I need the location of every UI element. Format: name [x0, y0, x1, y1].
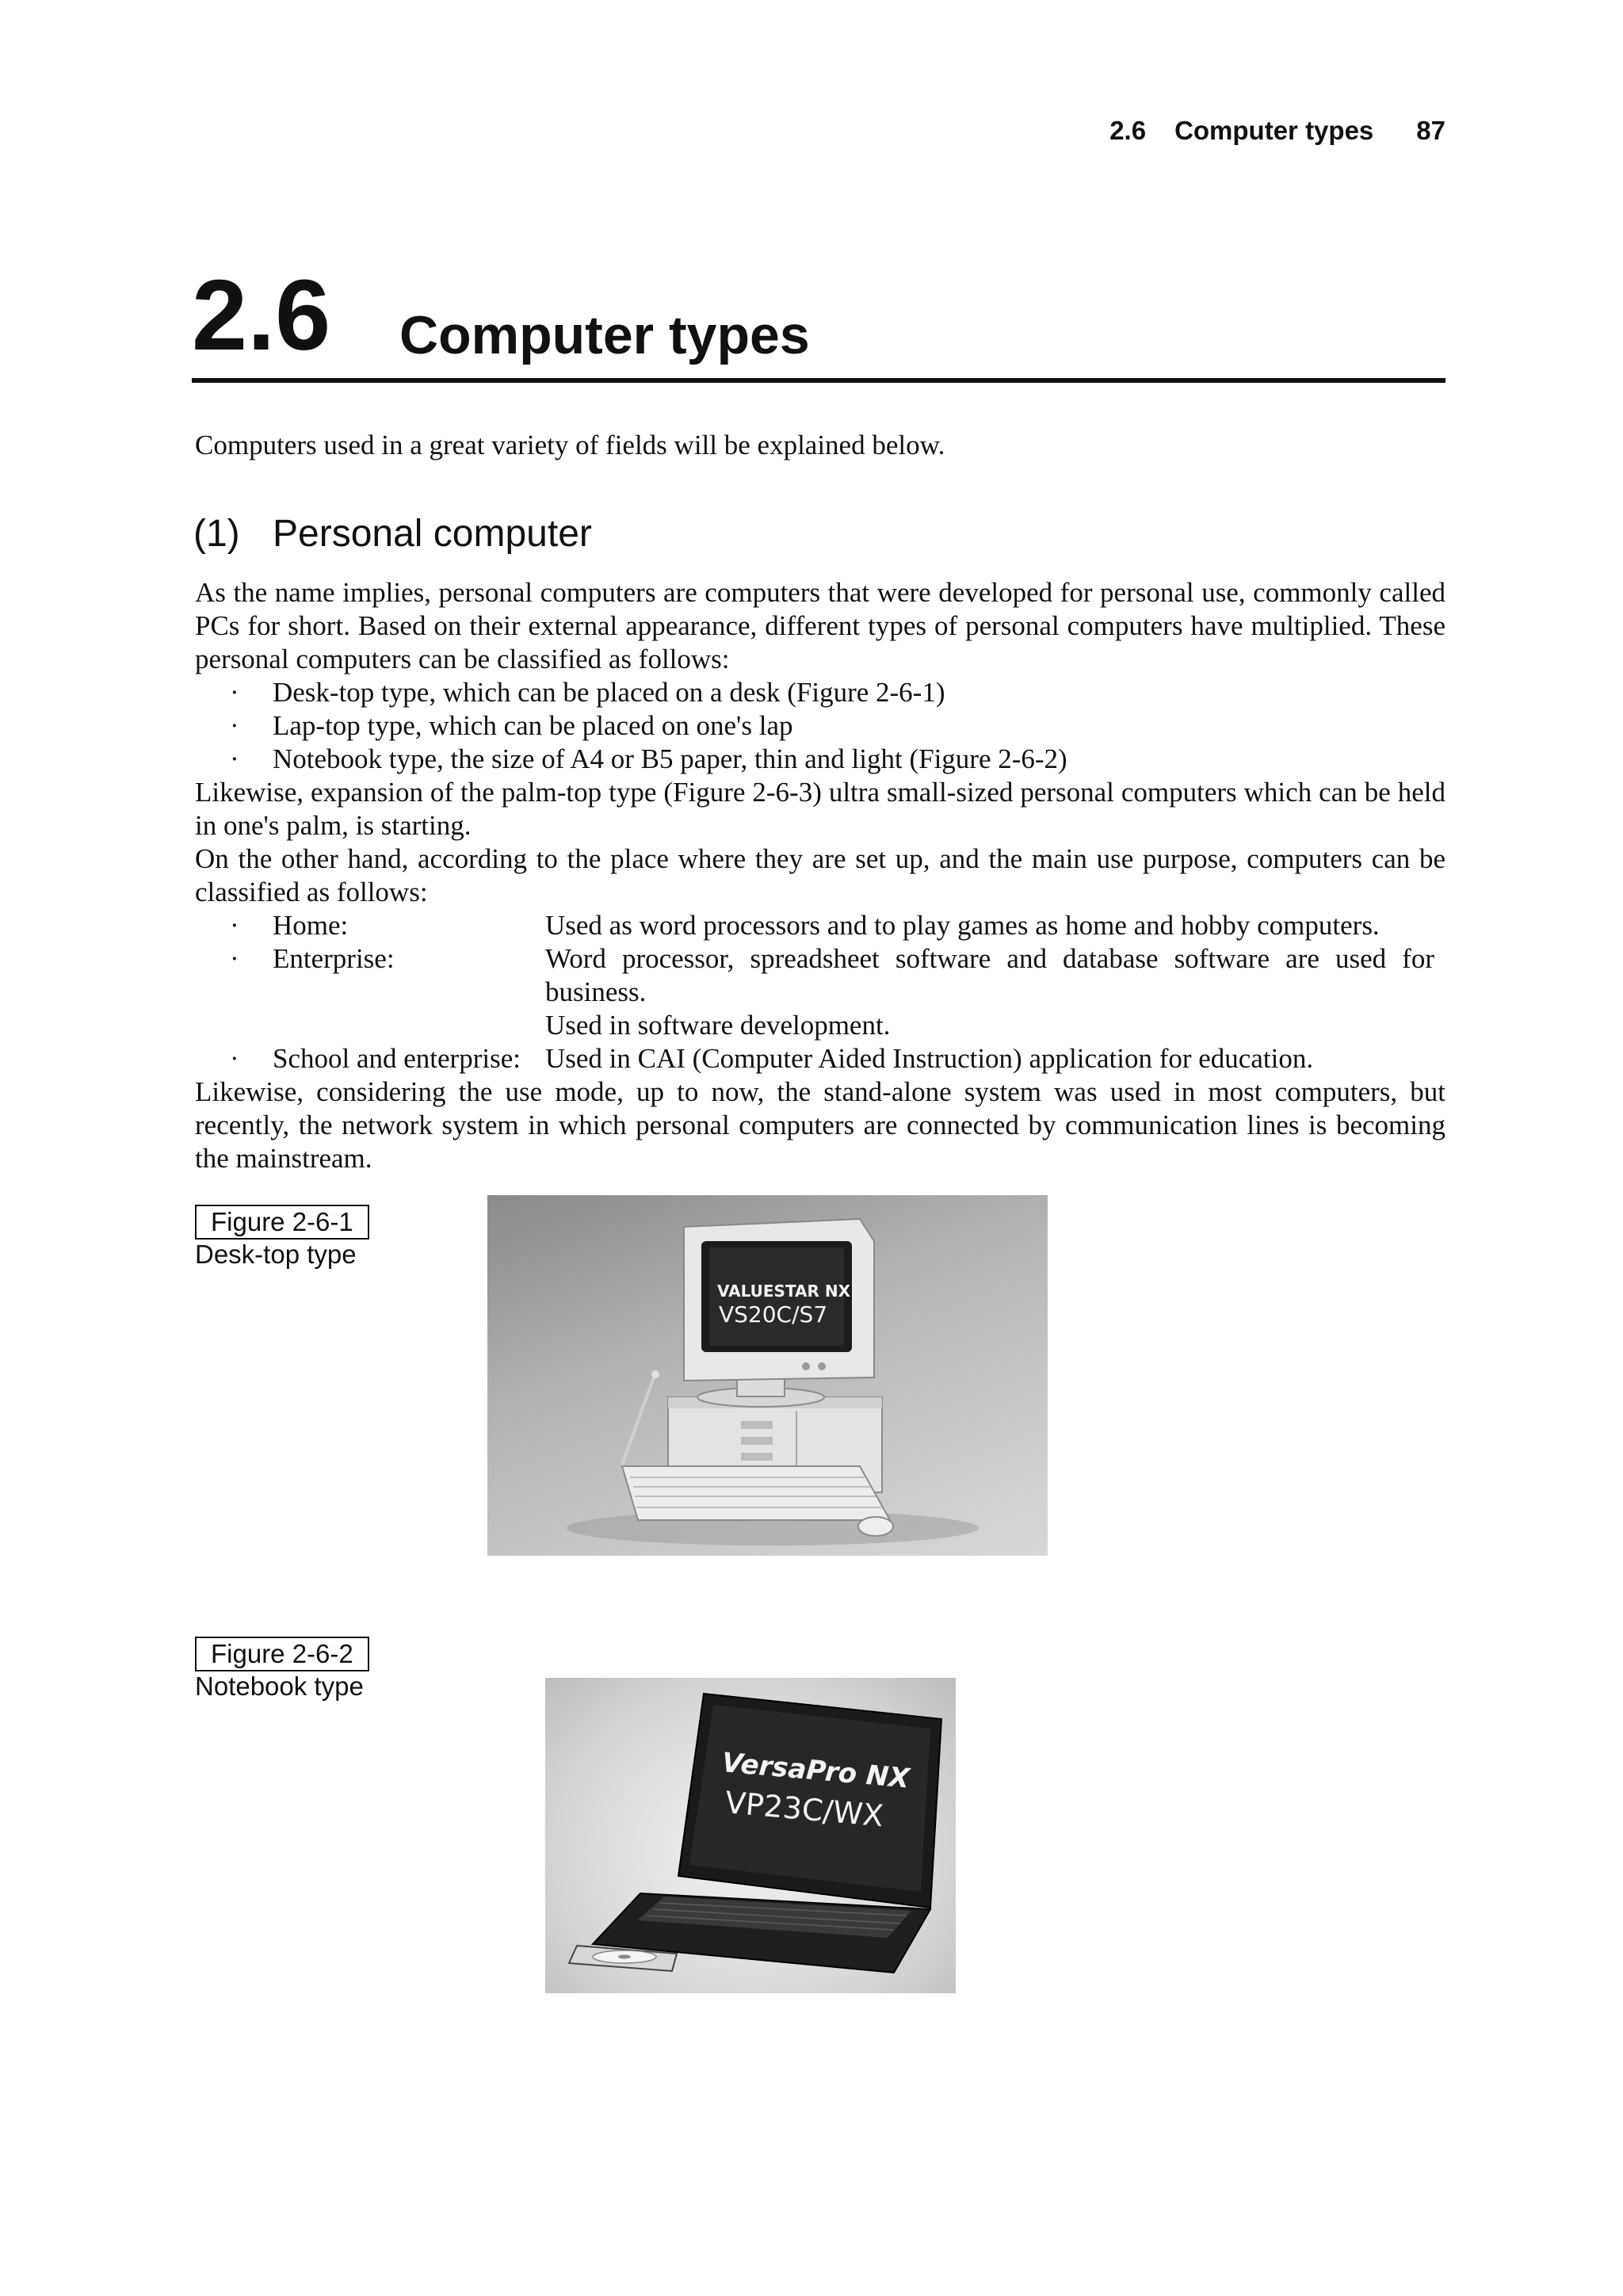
running-header-title: Computer types — [1174, 116, 1374, 145]
usage-item-enterprise — [195, 942, 1445, 1009]
desktop-computer-illustration — [487, 1195, 1048, 1556]
usage-term: School and enterprise: — [273, 1043, 521, 1074]
chapter-heading — [192, 259, 1445, 383]
list-item — [195, 709, 1445, 743]
desktop-computer-photo — [487, 1195, 1048, 1556]
monitor-model-text: VS20C/S7 — [719, 1301, 828, 1328]
list-item — [195, 676, 1445, 709]
usage-description: Used in software development. — [545, 1010, 891, 1041]
usage-term: Home: — [273, 910, 349, 941]
chapter-title: Computer types — [399, 305, 810, 365]
list-item-text: Notebook type, the size of A4 or B5 paper, thin and light (Figure 2-6-2) — [273, 743, 1067, 774]
list-item-text: Desk-top type, which can be placed on a desk (Figure 2-6-1) — [273, 677, 945, 708]
list-item-text: Lap-top type, which can be placed on one's lap — [273, 710, 793, 741]
paragraph-network-system: Likewise, considering the use mode, up to now, the stand-alone system was used in most computers, but recently, the network system in which personal computers are connected by communication lines is becoming the mainstream. — [195, 1076, 1445, 1174]
usage-item-school — [195, 1042, 1445, 1075]
bullet-dot: · — [230, 710, 239, 741]
monitor-brand-text: VALUESTAR NX — [717, 1282, 851, 1301]
usage-description: Used in CAI (Computer Aided Instruction) application for education. — [545, 1043, 1314, 1074]
bullet-dot: · — [230, 743, 239, 774]
bullet-dot: · — [230, 943, 239, 974]
paragraph-palm-top: Likewise, expansion of the palm-top type (Figure 2-6-3) ultra small-sized personal computers which can be held in one's palm, is starting. — [195, 777, 1445, 841]
figure-caption: Notebook type — [195, 1671, 364, 1701]
paragraph-classification: On the other hand, according to the place where they are set up, and the main use purpose, computers can be classified as follows: — [195, 843, 1445, 907]
bullet-dot: · — [230, 1043, 239, 1074]
running-header-section: 2.6 — [1109, 116, 1147, 145]
subsection-number: (1) — [193, 513, 240, 555]
figure-label: Figure 2-6-2 — [195, 1637, 369, 1671]
list-item — [195, 743, 1445, 776]
bullet-dot: · — [230, 677, 239, 708]
usage-description: Word processor, spreadsheet software and database software are used for business. — [545, 943, 1434, 1007]
subsection-title: Personal computer — [273, 513, 592, 555]
usage-term: Enterprise: — [273, 943, 395, 974]
notebook-computer-illustration — [545, 1678, 956, 1993]
figure-label: Figure 2-6-1 — [195, 1205, 369, 1240]
screen-model-text: VP23C/WX — [724, 1785, 885, 1834]
usage-item-enterprise-continued — [195, 1009, 1445, 1042]
bullet-dot: · — [230, 910, 239, 941]
subsection-heading — [193, 510, 592, 558]
paragraph-personal-computer-intro: As the name implies, personal computers are computers that were developed for personal use, commonly called PCs for short. Based on their external appearance, different types of personal computers have multiplied. These personal computers can be classified as follows: — [195, 577, 1445, 674]
notebook-computer-photo — [545, 1678, 956, 1993]
running-header — [1109, 116, 1445, 146]
chapter-number: 2.6 — [192, 259, 331, 371]
intro-paragraph: Computers used in a great variety of fields will be explained below. — [195, 430, 945, 460]
figure-caption: Desk-top type — [195, 1240, 357, 1269]
usage-description: Used as word processors and to play games as home and hobby computers. — [545, 910, 1380, 941]
screen-brand-text: VersaPro NX — [720, 1747, 911, 1795]
page-number: 87 — [1416, 116, 1445, 145]
usage-item-home — [195, 909, 1445, 942]
main-body — [195, 576, 1445, 1175]
